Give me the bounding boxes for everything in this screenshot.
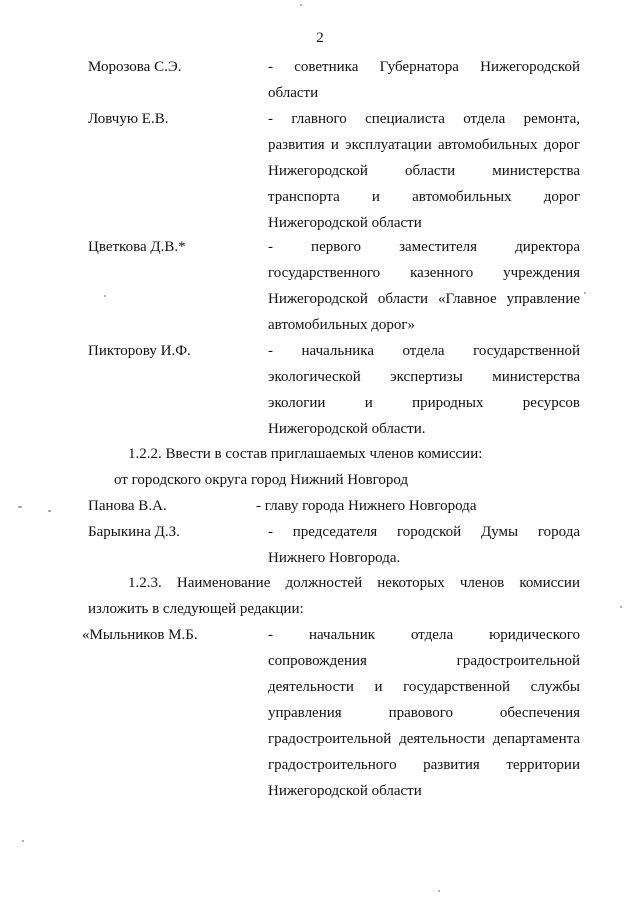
member-position — [268, 106, 580, 236]
position-line: - председателя городской Думы города — [268, 524, 580, 540]
member-name: Цветкова Д.В.* — [88, 239, 186, 255]
member-name: Барыкина Д.З. — [88, 524, 180, 540]
position-line: Нижегородской области — [268, 783, 422, 799]
position-line: Нижегородской области — [268, 215, 422, 231]
member-position — [268, 234, 580, 338]
member-position — [268, 622, 580, 804]
position-line: - главного специалиста отдела ремонта, — [268, 111, 580, 127]
position-line: транспорта и автомобильных дорог — [268, 189, 580, 205]
position-line: Нижегородской области. — [268, 421, 426, 437]
paragraph-line: изложить в следующей редакции: — [88, 601, 304, 617]
scan-speck — [18, 506, 22, 508]
scan-speck — [22, 840, 24, 842]
position-line: сопровождения градостроительной — [268, 653, 580, 669]
position-line: градостроительной деятельности департамента — [268, 731, 580, 747]
city-district-heading: от городского округа город Нижний Новгород — [114, 472, 409, 488]
position-line: - главу города Нижнего Новгорода — [256, 498, 477, 514]
position-line: Нижнего Новгорода. — [268, 550, 401, 566]
scan-speck — [104, 295, 106, 297]
position-line: государственного казенного учреждения — [268, 265, 580, 281]
position-line: - начальник отдела юридического — [268, 627, 580, 643]
member-position — [268, 519, 580, 571]
position-line: - советника Губернатора Нижегородской — [268, 59, 580, 75]
page-number: 2 — [316, 30, 324, 46]
member-name: Морозова С.Э. — [88, 59, 182, 75]
member-position — [256, 493, 568, 519]
member-name: «Мыльников М.Б. — [82, 627, 198, 643]
position-line: градостроительного развития территории — [268, 757, 580, 773]
position-line: Нижегородской области министерства — [268, 163, 580, 179]
scan-speck — [584, 292, 586, 294]
position-line: управления правового обеспечения — [268, 705, 580, 721]
scan-speck — [300, 4, 302, 6]
position-line: развития и эксплуатации автомобильных дорог — [268, 137, 580, 153]
scan-speck — [48, 510, 51, 512]
section-1-2-3 — [88, 570, 580, 622]
member-name: Ловчую Е.В. — [88, 111, 169, 127]
position-line: деятельности и государственной службы — [268, 679, 580, 695]
scan-speck — [438, 890, 440, 892]
position-line: экологической экспертизы министерства — [268, 369, 580, 385]
section-1-2-2: 1.2.2. Ввести в состав приглашаемых членов комиссии: — [128, 446, 483, 462]
member-position — [268, 338, 580, 442]
position-line: - первого заместителя директора — [268, 239, 580, 255]
member-position — [268, 54, 580, 106]
scan-speck — [620, 606, 622, 608]
position-line: - начальника отдела государственной — [268, 343, 580, 359]
position-line: экологии и природных ресурсов — [268, 395, 580, 411]
position-line: области — [268, 85, 319, 101]
member-name: Пикторову И.Ф. — [88, 343, 191, 359]
paragraph-line: 1.2.3. Наименование должностей некоторых членов комиссии — [128, 575, 580, 591]
member-name: Панова В.А. — [88, 498, 167, 514]
position-line: автомобильных дорог» — [268, 317, 416, 333]
position-line: Нижегородской области «Главное управление — [268, 291, 580, 307]
